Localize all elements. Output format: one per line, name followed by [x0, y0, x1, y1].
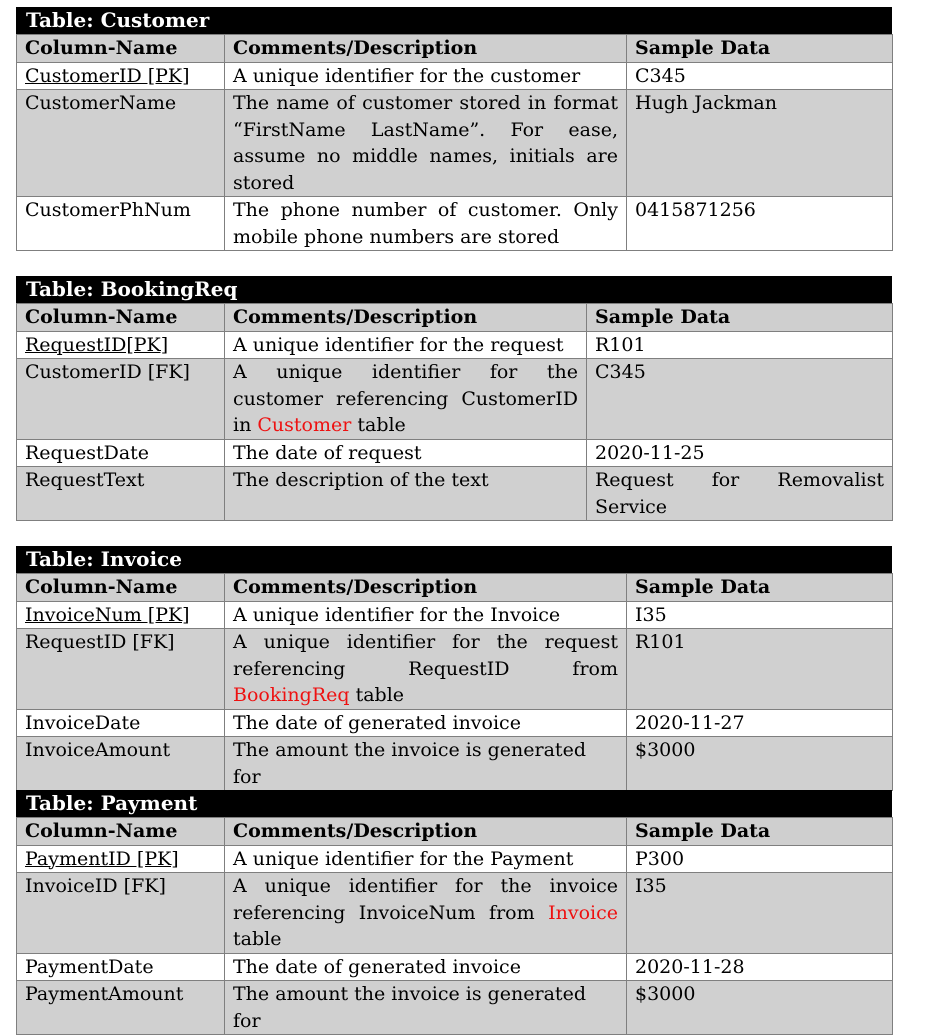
table-row: [17, 953, 893, 981]
sample-data-cell: $3000: [627, 981, 893, 1035]
description-header: Comments/Description: [225, 35, 627, 63]
column-name-cell: InvoiceAmount: [17, 737, 225, 791]
table-row: [17, 359, 893, 440]
column-name-cell: PaymentDate: [17, 953, 225, 981]
table-title: Table: Invoice: [16, 546, 892, 573]
sample-data-header: Sample Data: [627, 35, 893, 63]
column-name-header: Column-Name: [17, 304, 225, 332]
description-cell: The date of generated invoice: [225, 709, 627, 737]
description-cell: [225, 873, 627, 954]
column-name-cell: CustomerName: [17, 90, 225, 197]
table-row: [17, 197, 893, 251]
description-cell: The phone number of customer. Only mobile phone numbers are stored: [225, 197, 627, 251]
sample-data-cell: $3000: [627, 737, 893, 791]
table-title: Table: Payment: [16, 790, 892, 817]
referenced-table-name: BookingReq: [233, 684, 350, 706]
bookingreq-table: [16, 276, 892, 521]
sample-data-cell: 0415871256: [627, 197, 893, 251]
table-row: [17, 709, 893, 737]
column-name-cell: RequestID [FK]: [17, 629, 225, 710]
sample-data-cell: P300: [627, 845, 893, 873]
table-row: [17, 331, 893, 359]
table-title: Table: BookingReq: [16, 276, 892, 303]
description-cell: [225, 359, 587, 440]
description-cell: The amount the invoice is generated for: [225, 981, 627, 1035]
column-name-cell: InvoiceDate: [17, 709, 225, 737]
table-row: [17, 439, 893, 467]
description-cell: The name of customer stored in format “FirstName LastName”. For ease, assume no middle names, initials are stored: [225, 90, 627, 197]
description-cell: A unique identifier for the Invoice: [225, 601, 627, 629]
description-header: Comments/Description: [225, 818, 627, 846]
description-cell: The amount the invoice is generated for: [225, 737, 627, 791]
referenced-table-name: Invoice: [548, 901, 618, 924]
description-text: table: [349, 684, 405, 706]
description-text: A unique identifier for the invoice referencing InvoiceNum from: [233, 875, 618, 924]
header-row: [17, 35, 893, 63]
description-cell: The description of the text: [225, 467, 587, 521]
table-grid: [16, 303, 893, 521]
sample-data-cell: 2020-11-27: [627, 709, 893, 737]
header-row: [17, 304, 893, 332]
table-row: [17, 467, 893, 521]
sample-data-cell: Request for Removalist Service: [587, 467, 893, 521]
sample-data-header: Sample Data: [627, 574, 893, 602]
sample-data-cell: 2020-11-25: [587, 439, 893, 467]
description-cell: [225, 629, 627, 710]
sample-data-cell: R101: [627, 629, 893, 710]
description-cell: A unique identifier for the customer: [225, 62, 627, 90]
header-row: [17, 818, 893, 846]
invoice-table: [16, 546, 892, 791]
column-name-cell: InvoiceID [FK]: [17, 873, 225, 954]
column-name-cell: CustomerID [FK]: [17, 359, 225, 440]
column-name-cell: CustomerID [PK]: [17, 62, 225, 90]
table-row: [17, 981, 893, 1035]
customer-table: [16, 7, 892, 251]
column-name-cell: RequestDate: [17, 439, 225, 467]
column-name-cell: RequestText: [17, 467, 225, 521]
description-text: A unique identifier for the customer referencing CustomerID in: [233, 361, 578, 436]
table-grid: [16, 817, 893, 1035]
description-header: Comments/Description: [225, 574, 627, 602]
sample-data-cell: R101: [587, 331, 893, 359]
description-text: A unique identifier for the request referencing RequestID from: [233, 631, 618, 680]
table-grid: [16, 34, 893, 251]
sample-data-cell: C345: [627, 62, 893, 90]
column-name-header: Column-Name: [17, 818, 225, 846]
referenced-table-name: Customer: [257, 414, 352, 436]
description-cell: The date of generated invoice: [225, 953, 627, 981]
sample-data-cell: Hugh Jackman: [627, 90, 893, 197]
table-row: [17, 62, 893, 90]
sample-data-cell: C345: [587, 359, 893, 440]
description-cell: The date of request: [225, 439, 587, 467]
column-name-cell: PaymentID [PK]: [17, 845, 225, 873]
column-name-cell: PaymentAmount: [17, 981, 225, 1035]
table-row: [17, 629, 893, 710]
table-grid: [16, 573, 893, 791]
sample-data-cell: 2020-11-28: [627, 953, 893, 981]
sample-data-cell: I35: [627, 873, 893, 954]
table-row: [17, 845, 893, 873]
column-name-cell: CustomerPhNum: [17, 197, 225, 251]
sample-data-header: Sample Data: [627, 818, 893, 846]
sample-data-header: Sample Data: [587, 304, 893, 332]
table-row: [17, 873, 893, 954]
table-row: [17, 601, 893, 629]
description-text: table: [351, 414, 406, 436]
description-cell: A unique identifier for the request: [225, 331, 587, 359]
column-name-cell: RequestID[PK]: [17, 331, 225, 359]
table-row: [17, 90, 893, 197]
description-header: Comments/Description: [225, 304, 587, 332]
table-title: Table: Customer: [16, 7, 892, 34]
column-name-cell: InvoiceNum [PK]: [17, 601, 225, 629]
column-name-header: Column-Name: [17, 35, 225, 63]
description-text: table: [233, 928, 282, 950]
sample-data-cell: I35: [627, 601, 893, 629]
table-row: [17, 737, 893, 791]
description-cell: A unique identifier for the Payment: [225, 845, 627, 873]
payment-table: [16, 790, 892, 1035]
column-name-header: Column-Name: [17, 574, 225, 602]
header-row: [17, 574, 893, 602]
